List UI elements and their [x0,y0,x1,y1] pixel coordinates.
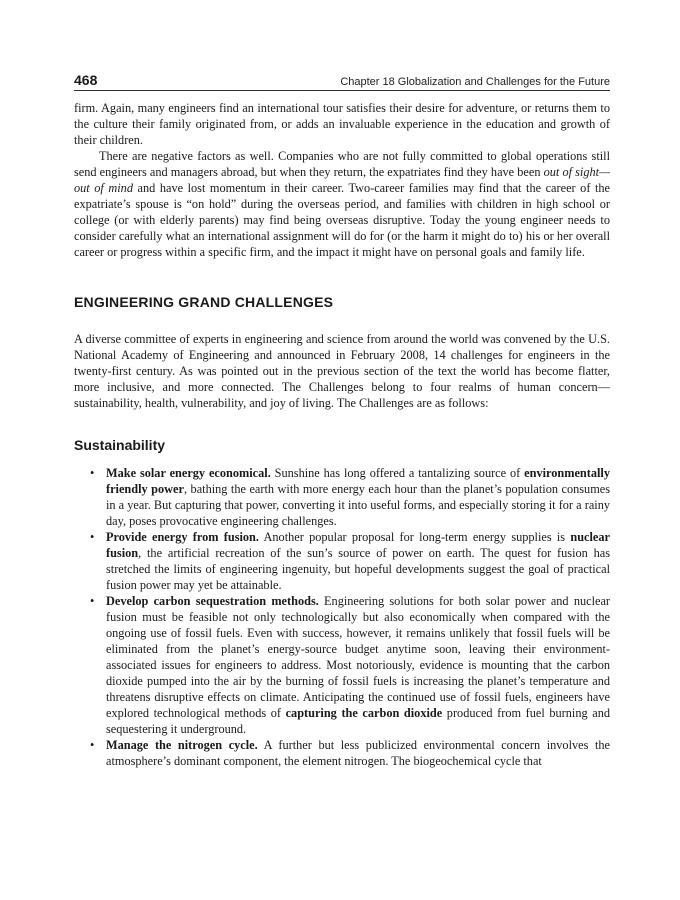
bullet-icon: • [90,466,95,480]
section-heading: ENGINEERING GRAND CHALLENGES [74,294,334,310]
intro-paragraph-1: firm. Again, many engineers find an international tour satisfies their desire for adventure, or returns them to the culture their family originated from, or adds an invaluable experience in the education and growth of their children. [74,101,610,147]
item-title: Make solar energy economical. [106,466,271,480]
bullet-icon: • [90,594,95,608]
header-rule [74,90,610,91]
intro-paragraph-2-part-1: There are negative factors as well. Companies who are not fully committed to global operations still send engineers and managers abroad, but when they return, the expatriates find they have been [74,149,610,179]
bullet-icon: • [90,738,95,752]
chapter-title: Chapter 18 Globalization and Challenges for the Future [340,76,610,88]
item-text: , bathing the earth with more energy each hour than the planet’s population consumes in a year. But capturing that power, converting it into useful forms, and especially storing it for a rainy day, poses provocative engineering challenges. [106,482,611,528]
page-number: 468 [74,72,98,88]
item-emphasis: nuclear fusion [106,530,610,560]
item-text: produced from fuel burning and sequestering it underground. [106,706,611,736]
item-text: Another popular proposal for long-term energy supplies is [258,530,571,544]
item-title: Provide energy from fusion. [106,530,259,544]
section-paragraph: A diverse committee of experts in engineering and science from around the world was convened by the U.S. National Academy of Engineering and announced in February 2008, 14 challenges for engineers in the twenty-first century. As was pointed out in the previous section of the text the world has become flatter, more inclusive, and more connected. The Challenges belong to four realms of human concern—sustainability, health, vulnerability, and joy of living. The Challenges are as follows: [74,332,610,410]
item-title: Manage the nitrogen cycle. [106,738,258,752]
intro-paragraph-2 [74,148,610,260]
item-emphasis: capturing the carbon dioxide [285,706,443,720]
book-page [74,68,610,769]
item-text: A further but less publicized environmental concern involves the atmosphere’s dominant component, the element nitrogen. The biogeochemical cycle that [106,738,610,768]
item-text: , the artificial recreation of the sun’s source of power on earth. The quest for fusion has stretched the limits of engineering ingenuity, but hopeful developments suggest the goal of practical fusion power may yet be attainable. [106,546,610,592]
item-title: Develop carbon sequestration methods. [106,594,319,608]
item-text: Engineering solutions for both solar power and nuclear fusion must be feasible not only technologically but also economically when compared with the ongoing use of fossil fuels. Even with success, however, it remains unlikely that fossil fuels will be eliminated from the planet’s energy-source budget anytime soon, leaving their environment-associated issues for engineers to address. Most notoriously, evidence is mounting that the carbon dioxide pumped into the air by the burning of fossil fuels is increasing the planet’s temperature and threatens disruptive effects on climate. Anticipating the continued use of fossil fuels, engineers have explored technological methods of [106,594,610,720]
list-item-carbon [90,593,611,737]
list-item-solar [90,465,611,529]
running-head [74,68,610,90]
list-item-fusion [90,529,610,593]
bullet-icon: • [90,530,95,544]
challenge-list [74,465,610,769]
item-text: Sunshine has long offered a tantalizing source of [270,466,525,480]
intro-paragraph-2-italic: out of sight—out of mind [74,165,610,195]
item-emphasis: environmentally friendly power [106,466,610,496]
sustainability-heading: Sustainability [74,437,166,453]
intro-paragraph-2-part-2: and have lost momentum in their career. Two-career families may find that the career of the expatriate’s spouse is “on hold” during the overseas period, and families with children in high school or college (or with elderly parents) may find being overseas disruptive. Today the young engineer needs to consider carefully what an international assignment will do for (or the harm it might do to) his or her overall career or progress within a specific firm, and the impact it might have on personal goals and family life. [74,181,610,259]
list-item-nitrogen [90,737,610,769]
